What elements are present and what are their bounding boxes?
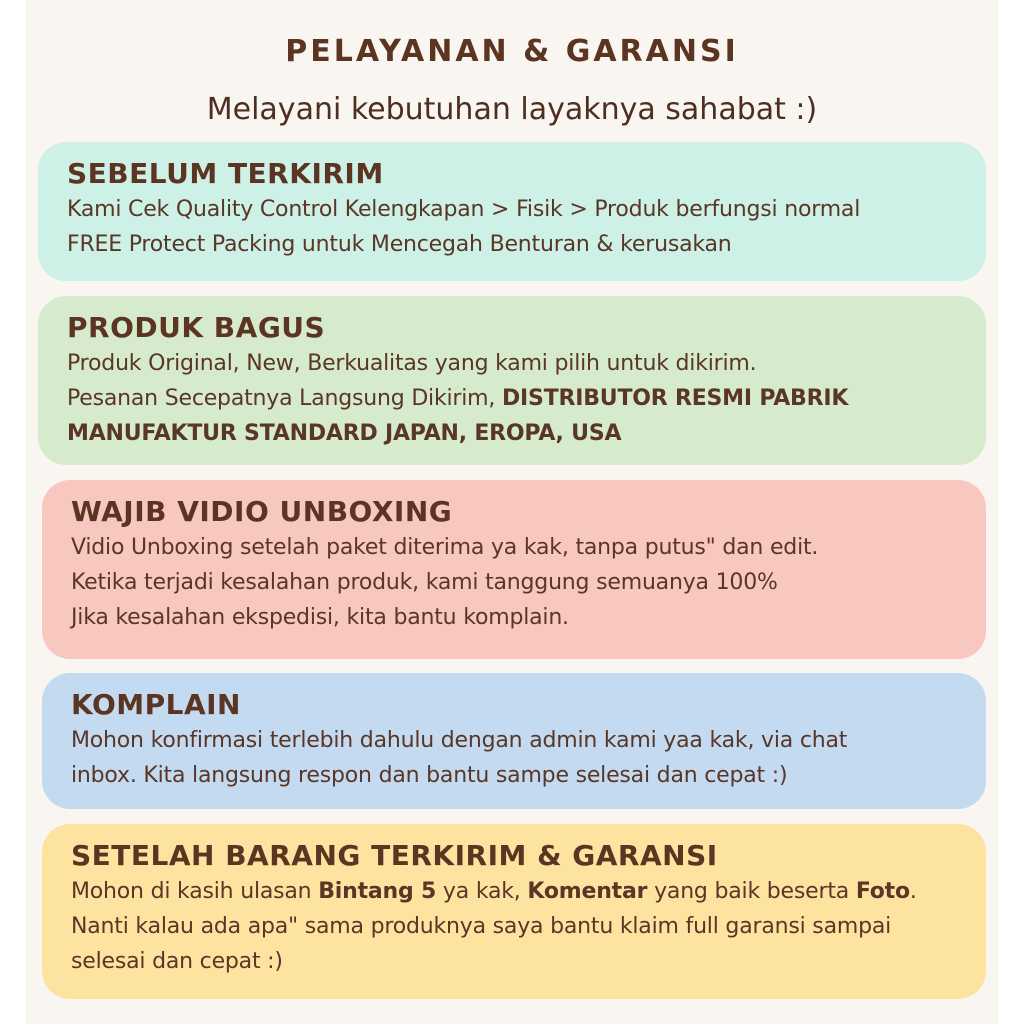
card-text-line: selesai dan cepat :): [71, 949, 283, 974]
card-text-bold: DISTRIBUTOR RESMI PABRIK: [502, 386, 849, 411]
card-text-line: [67, 416, 968, 451]
card-heading: PRODUK BAGUS: [67, 311, 326, 344]
card-heading: KOMPLAIN: [71, 688, 241, 721]
card-setelah-terkirim-garansi: [42, 824, 986, 999]
card-text-bold: MANUFAKTUR STANDARD JAPAN, EROPA, USA: [67, 421, 622, 446]
card-komplain: [42, 673, 986, 809]
card-text-segment: ya kak,: [436, 879, 528, 904]
card-text-line: Kami Cek Quality Control Kelengkapan > Fisik > Produk berfungsi normal: [67, 197, 861, 222]
page-title: PELAYANAN & GARANSI: [285, 34, 739, 69]
card-text-bold: Komentar: [527, 879, 648, 904]
card-sebelum-terkirim: [38, 142, 986, 281]
card-text-segment: Pesanan Secepatnya Langsung Dikirim,: [67, 386, 502, 411]
card-text-segment: yang baik beserta: [647, 879, 856, 904]
card-text-line: [71, 874, 968, 909]
card-heading: SETELAH BARANG TERKIRIM & GARANSI: [71, 839, 718, 872]
card-text-line: Jika kesalahan ekspedisi, kita bantu komplain.: [71, 605, 569, 630]
card-text-segment: .: [909, 879, 917, 904]
card-text-line: inbox. Kita langsung respon dan bantu sampe selesai dan cepat :): [71, 763, 788, 788]
card-text-line: Nanti kalau ada apa" sama produknya saya bantu klaim full garansi sampai: [71, 914, 892, 939]
card-text-line: [67, 381, 968, 416]
page-subtitle: Melayani kebutuhan layaknya sahabat :): [206, 92, 818, 127]
card-text-bold: Foto: [855, 879, 910, 904]
card-text-line: Vidio Unboxing setelah paket diterima ya kak, tanpa putus" dan edit.: [71, 535, 819, 560]
service-warranty-poster: [26, 0, 998, 1024]
card-heading: SEBELUM TERKIRIM: [67, 157, 384, 190]
card-text-line: Mohon konfirmasi terlebih dahulu dengan admin kami yaa kak, via chat: [71, 728, 848, 753]
card-produk-bagus: [38, 296, 986, 465]
card-wajib-vidio-unboxing: [42, 480, 986, 659]
card-text-segment: Mohon di kasih ulasan: [71, 879, 319, 904]
card-text-line: Produk Original, New, Berkualitas yang kami pilih untuk dikirim.: [67, 351, 757, 376]
card-heading: WAJIB VIDIO UNBOXING: [71, 495, 453, 528]
card-text-line: FREE Protect Packing untuk Mencegah Benturan & kerusakan: [67, 232, 732, 257]
card-text-bold: Bintang 5: [318, 879, 437, 904]
card-text-line: Ketika terjadi kesalahan produk, kami tanggung semuanya 100%: [71, 570, 778, 595]
